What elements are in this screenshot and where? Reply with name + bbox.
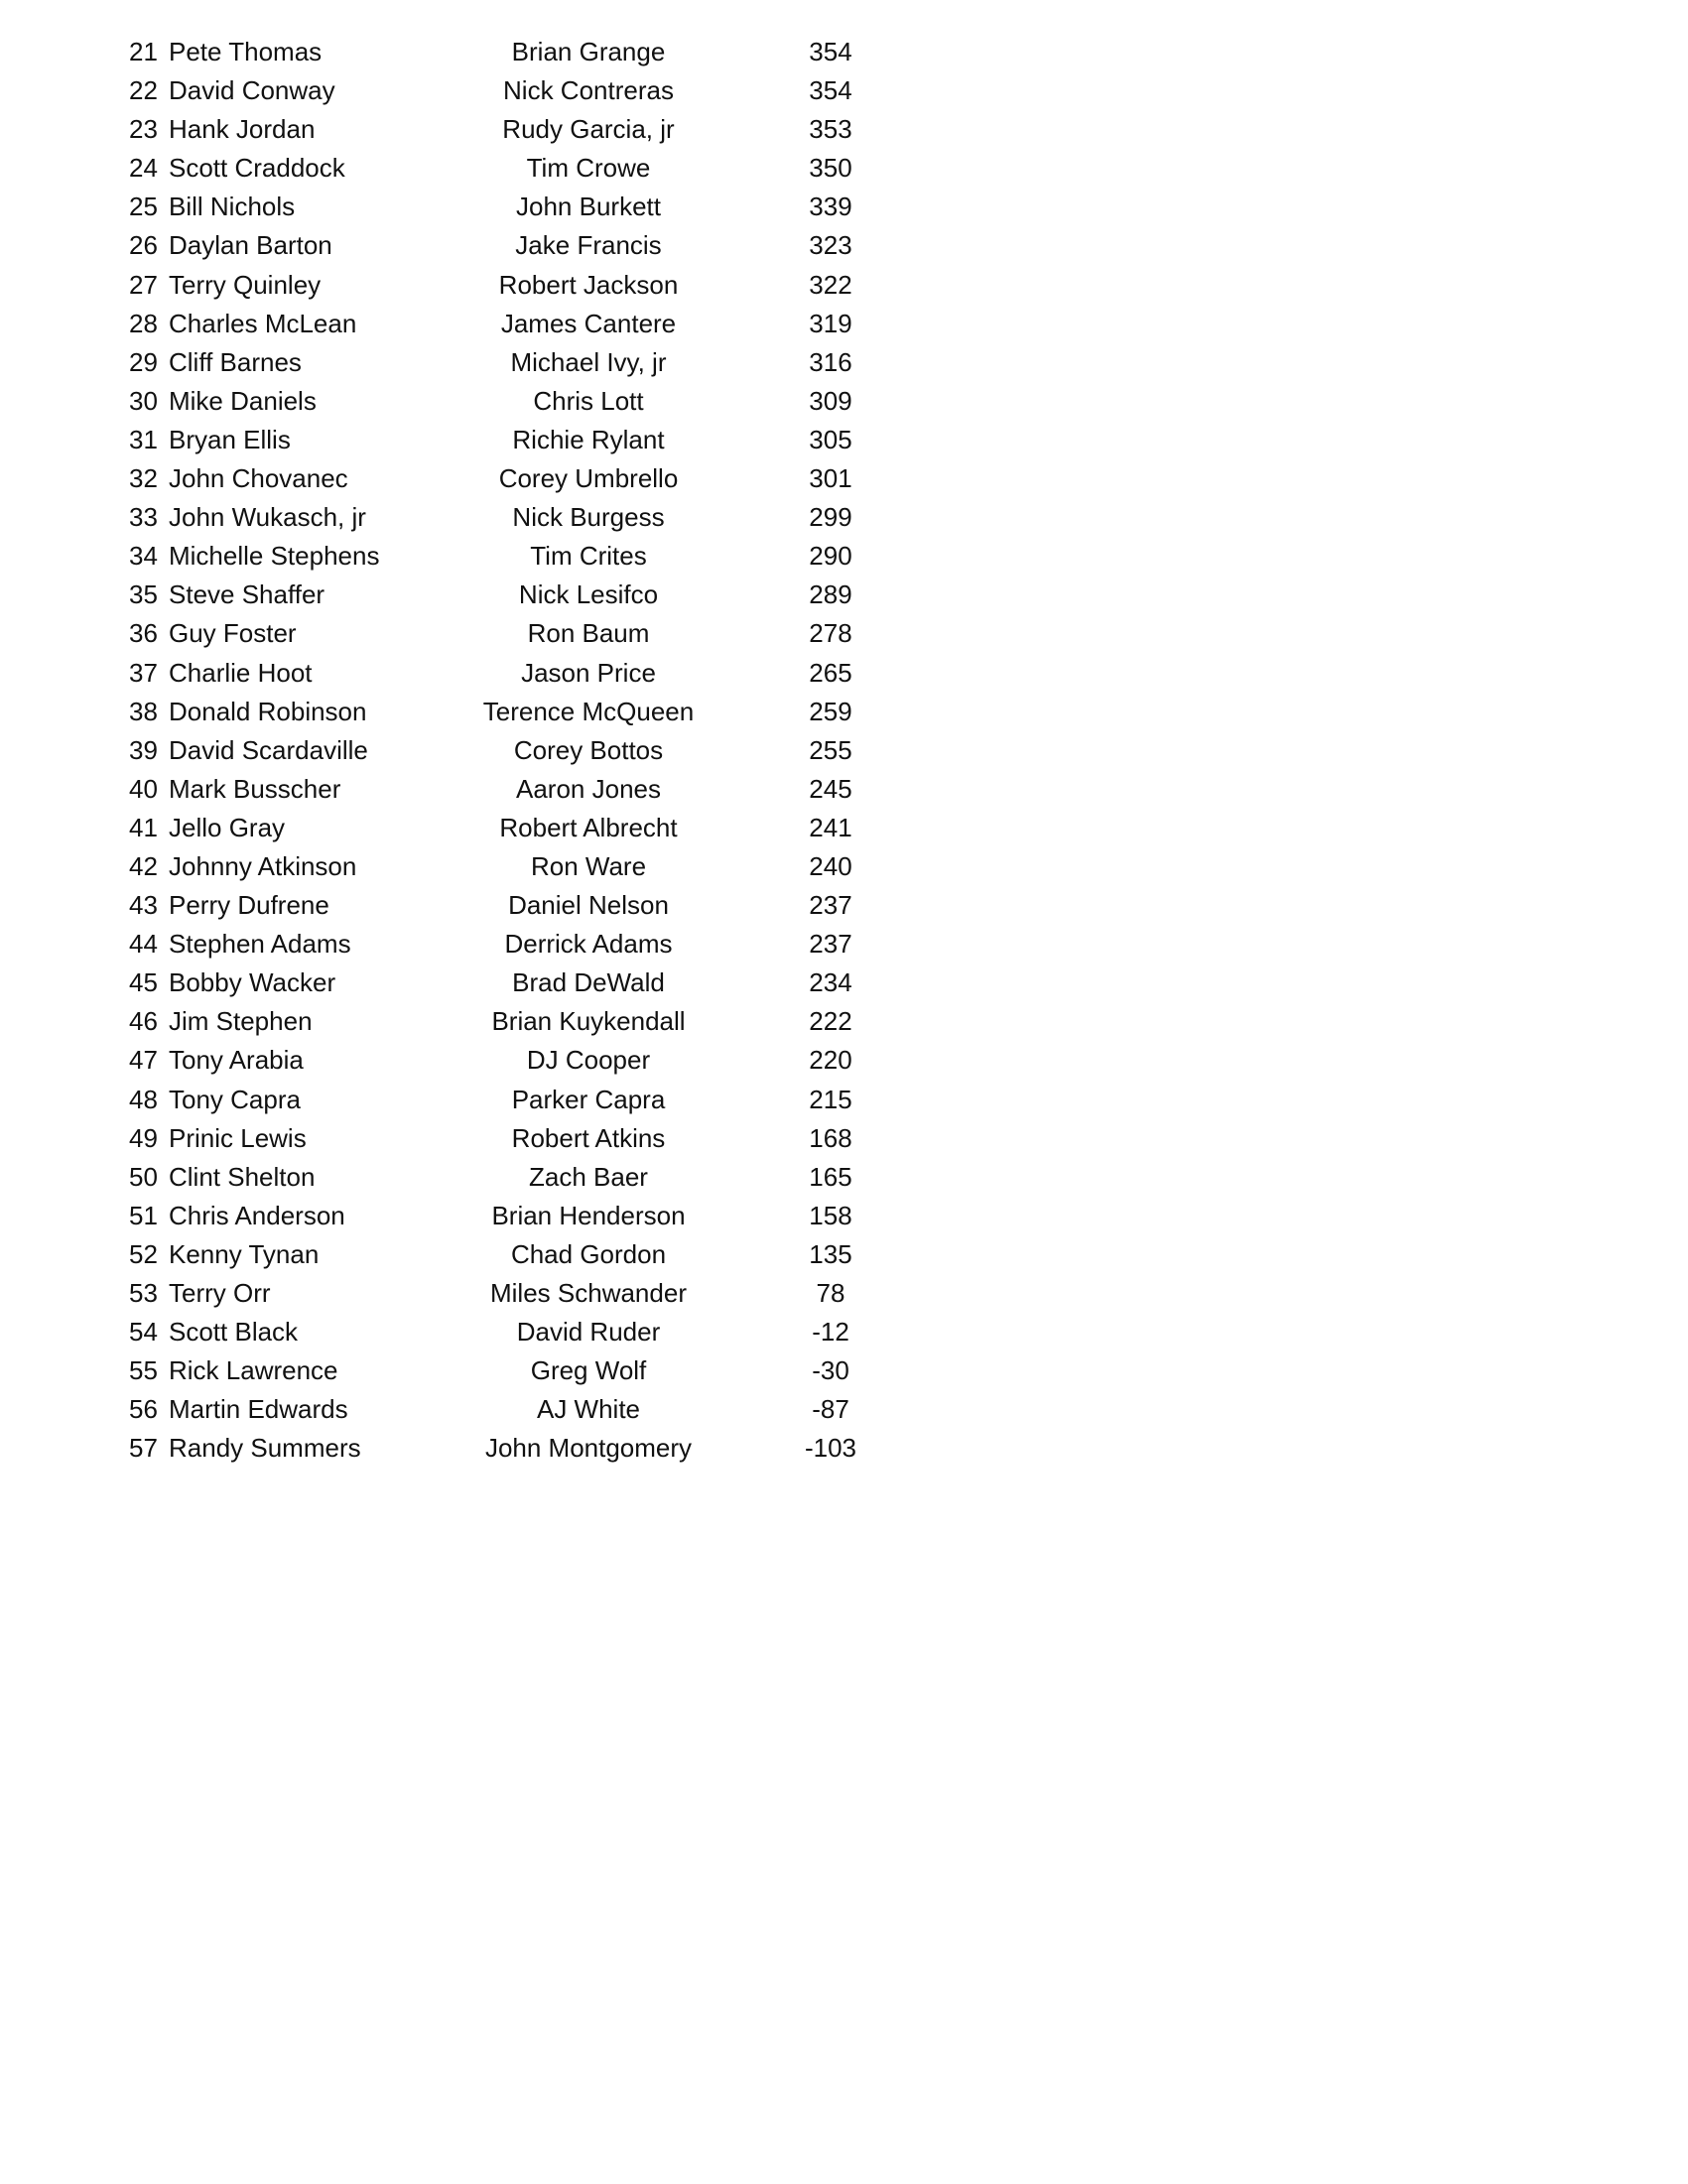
- player-one-name: Daylan Barton: [169, 230, 332, 261]
- player-one-name: Jim Stephen: [169, 1006, 313, 1037]
- standings-row: [0, 1119, 1688, 1158]
- standings-row: [0, 809, 1688, 847]
- standings-row: [0, 498, 1688, 537]
- team-score: 301: [809, 463, 852, 494]
- standings-row: [0, 382, 1688, 421]
- team-score: 305: [809, 424, 852, 454]
- player-one-name: Tony Arabia: [169, 1045, 304, 1076]
- player-two-name: Aaron Jones: [516, 773, 661, 804]
- player-one-name: John Chovanec: [169, 463, 348, 494]
- player-one-name: David Scardaville: [169, 734, 368, 765]
- player-one-name: Cliff Barnes: [169, 346, 302, 377]
- rank-number: 23: [129, 114, 158, 145]
- standings-row: [0, 1313, 1688, 1351]
- team-score: 322: [809, 269, 852, 300]
- player-two-name: Brian Henderson: [491, 1200, 686, 1230]
- rank-number: 40: [129, 773, 158, 804]
- rank-number: 52: [129, 1238, 158, 1269]
- player-two-name: AJ White: [536, 1394, 641, 1425]
- team-score: 259: [809, 696, 852, 726]
- standings-row: [0, 1351, 1688, 1390]
- standings-row: [0, 1081, 1688, 1119]
- standings-row: [0, 1390, 1688, 1429]
- player-two-name: Robert Atkins: [511, 1122, 666, 1153]
- team-score: 215: [809, 1084, 852, 1114]
- rank-number: 29: [129, 346, 158, 377]
- team-score: -12: [812, 1317, 849, 1348]
- team-score: 158: [809, 1200, 852, 1230]
- team-score: 255: [809, 734, 852, 765]
- rank-number: 48: [129, 1084, 158, 1114]
- rank-number: 25: [129, 192, 158, 222]
- rank-number: 33: [129, 502, 158, 533]
- player-two-name: Robert Jackson: [498, 269, 679, 300]
- player-one-name: Prinic Lewis: [169, 1122, 307, 1153]
- standings-row: [0, 459, 1688, 498]
- standings-row: [0, 33, 1688, 71]
- rank-number: 49: [129, 1122, 158, 1153]
- team-score: 319: [809, 308, 852, 338]
- rank-number: 32: [129, 463, 158, 494]
- player-one-name: Stephen Adams: [169, 929, 351, 960]
- standings-row: [0, 1158, 1688, 1197]
- team-score: 168: [809, 1122, 852, 1153]
- rank-number: 36: [129, 618, 158, 649]
- player-one-name: Chris Anderson: [169, 1200, 345, 1230]
- player-one-name: David Conway: [169, 75, 335, 106]
- player-one-name: Michelle Stephens: [169, 541, 380, 572]
- rank-number: 41: [129, 812, 158, 842]
- team-score: -87: [812, 1394, 849, 1425]
- team-score: -103: [804, 1433, 857, 1464]
- rank-number: 27: [129, 269, 158, 300]
- player-two-name: Richie Rylant: [512, 424, 665, 454]
- rank-number: 46: [129, 1006, 158, 1037]
- team-score: 265: [809, 657, 852, 688]
- player-one-name: Martin Edwards: [169, 1394, 348, 1425]
- player-one-name: Johnny Atkinson: [169, 850, 357, 881]
- rank-number: 24: [129, 153, 158, 184]
- standings-row: [0, 1235, 1688, 1274]
- rank-number: 22: [129, 75, 158, 106]
- team-score: 245: [809, 773, 852, 804]
- player-two-name: John Burkett: [516, 192, 661, 222]
- standings-row: [0, 847, 1688, 886]
- rank-number: 38: [129, 696, 158, 726]
- standings-row: [0, 226, 1688, 265]
- team-score: 316: [809, 346, 852, 377]
- player-one-name: Bill Nichols: [169, 192, 296, 222]
- team-score: 299: [809, 502, 852, 533]
- standings-row: [0, 149, 1688, 188]
- player-two-name: Nick Contreras: [503, 75, 674, 106]
- player-one-name: Charlie Hoot: [169, 657, 313, 688]
- standings-row: [0, 266, 1688, 305]
- rank-number: 53: [129, 1278, 158, 1308]
- rank-number: 45: [129, 967, 158, 998]
- player-two-name: Greg Wolf: [530, 1355, 647, 1386]
- team-score: 278: [809, 618, 852, 649]
- player-two-name: Jake Francis: [515, 230, 662, 261]
- team-score: 237: [809, 929, 852, 960]
- team-score: 323: [809, 230, 852, 261]
- player-two-name: Nick Lesifco: [518, 579, 659, 610]
- rank-number: 44: [129, 929, 158, 960]
- player-two-name: Tim Crites: [530, 541, 647, 572]
- rank-number: 57: [129, 1433, 158, 1464]
- rank-number: 31: [129, 424, 158, 454]
- player-two-name: James Cantere: [500, 308, 677, 338]
- player-one-name: Kenny Tynan: [169, 1238, 320, 1269]
- player-two-name: David Ruder: [516, 1317, 661, 1348]
- player-two-name: Chris Lott: [533, 385, 644, 416]
- rank-number: 56: [129, 1394, 158, 1425]
- team-score: 354: [809, 75, 852, 106]
- player-two-name: Chad Gordon: [510, 1238, 667, 1269]
- standings-row: [0, 188, 1688, 226]
- player-one-name: Mark Busscher: [169, 773, 341, 804]
- standings-row: [0, 731, 1688, 770]
- player-one-name: John Wukasch, jr: [169, 502, 366, 533]
- player-one-name: Tony Capra: [169, 1084, 301, 1114]
- player-two-name: Brian Grange: [511, 37, 666, 66]
- team-score: 309: [809, 385, 852, 416]
- player-one-name: Bryan Ellis: [169, 424, 291, 454]
- player-one-name: Mike Daniels: [169, 385, 317, 416]
- player-one-name: Steve Shaffer: [169, 579, 325, 610]
- player-one-name: Clint Shelton: [169, 1161, 316, 1192]
- player-one-name: Rick Lawrence: [169, 1355, 338, 1386]
- player-two-name: Ron Ware: [530, 850, 647, 881]
- player-one-name: Charles McLean: [169, 308, 357, 338]
- rank-number: 26: [129, 230, 158, 261]
- standings-row: [0, 614, 1688, 653]
- standings-row: [0, 1041, 1688, 1080]
- rank-number: 50: [129, 1161, 158, 1192]
- team-score: -30: [812, 1355, 849, 1386]
- player-two-name: Ron Baum: [527, 618, 650, 649]
- standings-row: [0, 343, 1688, 382]
- player-two-name: Brian Kuykendall: [491, 1006, 686, 1037]
- player-two-name: John Montgomery: [484, 1433, 693, 1464]
- team-score: 234: [809, 967, 852, 998]
- standings-row: [0, 654, 1688, 693]
- standings-row: [0, 1429, 1688, 1468]
- player-two-name: Derrick Adams: [504, 929, 673, 960]
- player-two-name: Jason Price: [521, 657, 656, 688]
- player-two-name: Tim Crowe: [526, 153, 651, 184]
- player-one-name: Guy Foster: [169, 618, 297, 649]
- standings-row: [0, 110, 1688, 149]
- player-one-name: Terry Quinley: [169, 269, 322, 300]
- standings-row: [0, 537, 1688, 576]
- player-two-name: DJ Cooper: [526, 1045, 651, 1076]
- rank-number: 34: [129, 541, 158, 572]
- team-score: 290: [809, 541, 852, 572]
- player-two-name: Brad DeWald: [512, 967, 665, 998]
- rank-number: 28: [129, 308, 158, 338]
- team-score: 339: [809, 192, 852, 222]
- team-score: 354: [809, 37, 852, 66]
- player-one-name: Hank Jordan: [169, 114, 316, 145]
- standings-row: [0, 305, 1688, 343]
- standings-row: [0, 693, 1688, 731]
- player-two-name: Parker Capra: [511, 1084, 666, 1114]
- team-score: 240: [809, 850, 852, 881]
- player-two-name: Nick Burgess: [512, 502, 665, 533]
- standings-row: [0, 1274, 1688, 1313]
- player-one-name: Jello Gray: [169, 812, 286, 842]
- team-score: 220: [809, 1045, 852, 1076]
- team-score: 135: [809, 1238, 852, 1269]
- standings-row: [0, 1002, 1688, 1041]
- rank-number: 30: [129, 385, 158, 416]
- player-two-name: Rudy Garcia, jr: [502, 114, 675, 145]
- rank-number: 37: [129, 657, 158, 688]
- rank-number: 47: [129, 1045, 158, 1076]
- team-score: 237: [809, 890, 852, 921]
- rank-number: 54: [129, 1317, 158, 1348]
- player-two-name: Daniel Nelson: [508, 890, 669, 921]
- player-two-name: Zach Baer: [529, 1161, 648, 1192]
- player-two-name: Corey Umbrello: [498, 463, 679, 494]
- standings-row: [0, 1197, 1688, 1235]
- standings-row: [0, 71, 1688, 110]
- team-score: 241: [809, 812, 852, 842]
- rank-number: 42: [129, 850, 158, 881]
- team-score: 78: [816, 1278, 845, 1308]
- player-one-name: Scott Black: [169, 1317, 299, 1348]
- player-one-name: Randy Summers: [169, 1433, 361, 1464]
- team-score: 165: [809, 1161, 852, 1192]
- rank-number: 43: [129, 890, 158, 921]
- rank-number: 39: [129, 734, 158, 765]
- player-two-name: Michael Ivy, jr: [510, 346, 667, 377]
- player-one-name: Bobby Wacker: [169, 967, 336, 998]
- player-two-name: Corey Bottos: [513, 734, 664, 765]
- standings-list: [0, 33, 1688, 1468]
- standings-row: [0, 576, 1688, 614]
- rank-number: 51: [129, 1200, 158, 1230]
- player-two-name: Miles Schwander: [490, 1278, 687, 1308]
- player-one-name: Terry Orr: [169, 1278, 271, 1308]
- standings-row: [0, 421, 1688, 459]
- team-score: 350: [809, 153, 852, 184]
- player-two-name: Robert Albrecht: [499, 812, 678, 842]
- standings-row: [0, 770, 1688, 809]
- rank-number: 35: [129, 579, 158, 610]
- team-score: 222: [809, 1006, 852, 1037]
- player-two-name: Terence McQueen: [482, 696, 695, 726]
- player-one-name: Donald Robinson: [169, 696, 367, 726]
- player-one-name: Scott Craddock: [169, 153, 345, 184]
- team-score: 289: [809, 579, 852, 610]
- standings-row: [0, 886, 1688, 925]
- standings-row: [0, 964, 1688, 1002]
- rank-number: 55: [129, 1355, 158, 1386]
- rank-number: 21: [129, 37, 158, 66]
- team-score: 353: [809, 114, 852, 145]
- player-one-name: Perry Dufrene: [169, 890, 329, 921]
- standings-row: [0, 925, 1688, 964]
- player-one-name: Pete Thomas: [169, 37, 323, 66]
